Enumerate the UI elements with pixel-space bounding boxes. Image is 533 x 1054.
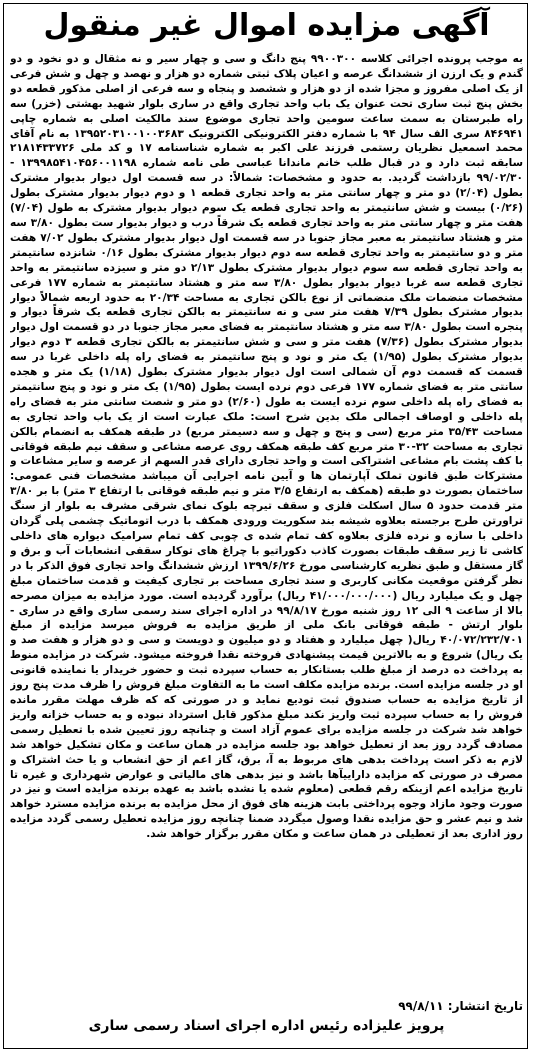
notice-body: به موجب پرونده اجرائی کلاسه ۹۹۰۰۳۰۰ پنج دانگ و سی و چهار سیر و نه مثقال و دو نخود و دو گندم و یک ارزن از ششدانگ عرصه و اعیان پلاک ثبتی شماره دو هزار و نهصد و چهل و شش فرعی از یک اصلی مفروز و مجزا شده از دو هزار و ششصد و پنجاه و سه فرعی از اصلی مذکور قطعه دو بخش پنج ثبت ساری تحت عنوان یک باب واحد تجاری واقع در ساری بلوار شهید بهشتی (خزر) سه راه طبرستان به سمت ساعت سومین واحد تجاری موضوع سند مالکیت اصلی به شماره چاپی ۸۴۶۹۴۱ سری الف سال ۹۴ با شماره دفتر الکترونیکی الکترونیک ۱۳۹۵۲۰۳۱۰۰۱۰۰۳۶۸۳ به نام آقای محمد اسمعیل نظریان رستمی فرزند علی اکبر به شماره شناسنامه ۱۷ و کد ملی ۲۱۸۱۴۳۳۷۲۶ سابقه ثبت دارد و در قبال طلب خانم ماندانا عباسی طی نامه شماره ۱۳۹۹۸۵۴۱۰۴۵۶۰۰۱۱۹۸ - ۹۹/۰۲/۳۰ بازداشت گردید. به حدود و مشخصات: شمالاً: در سه قسمت اول دیوار بدیوار مشترک بطول (۲/۰۴) دو متر و چهار سانتی متر به واحد تجاری قطعه ۱ و دوم دیوار بدیوار مشترک بطول (۰/۲۶) بیست و شش سانتیمتر به واحد تجاری قطعه یک سوم دیوار بدیوار مشترک به طول (۷/۰۴) هفت متر و چهار سانتی متر به واحد تجاری قطعه یک شرقاً درب و دیوار بدیوار ست بطول ۳/۸۰ سه متر و هشتاد سانتیمتر به معبر مجاز جنوبا در سه قسمت اول دیوار بدیوار مشترک بطول ۷/۰۲ هفت متر و دو سانتیمتر به واحد تجاری قطعه سه دوم دیوار بدیوار مشترک بطول ۰/۱۶ شانزده سانتیمتر به واحد تجاری قطعه سه سوم دیوار بدیوار مشترک بطول ۲/۱۳ دو متر و سیزده سانتیمتر به واحد تجاری قطعه سه غربا دیوار بدیوار بطول ۳/۸۰ سه متر و هشتاد سانتیمتر به شماره ۱۷۷ فرعی مشخصات منضمات ملک منضماتی از نوع بالکن تجاری به مساحت ۲۰/۳۴ به حدود اربعه شمالاً دیوار بدیوار مشترک بطول ۷/۳۹ هفت متر سی و نه سانتیمتر به بالکن تجاری قطعه یک شرقاً دیوار و پنجره است بطول ۳/۸۰ سه متر و هشتاد سانتیمتر به فضای معبر مجاز جنوبا در دو قسمت اول دیوار بدیوار مشترک بطول (۷/۳۶) هفت متر و سی و شش سانتیمتر به بالکن تجاری قطعه ۳ دوم دیوار بدیوار مشترک بطول (۱/۹۵) یک متر و نود و پنج سانتیمتر به فضای راه پله داخلی غربا در سه قسمت که قسمت دوم آن شمالی است اول دیوار بدیوار مشترک بطول (۱/۱۸) یک متر و هجده سانتی متر به فضای شماره ۱۷۷ فرعی دوم نرده ایست بطول (۱/۹۵) یک متر و نود و پنج سانتیمتر به فضای راه پله داخلی سوم نرده ایست به طول (۲/۶۰) دو متر و شصت سانتی متر به فضای راه پله داخلی و اوصاف اجمالی ملک بدین شرح است: ملک عبارت است از یک باب واحد تجاری به مساحت ۳۵/۴۳ متر مربع (سی و پنج و چهل و سه دسیمتر مربع) در طبقه همکف به انضمام بالکن تجاری به مساحت ۳۲-۳۰ متر مربع کف طبقه همکف روی عرصه مشاعی و سقف نیم طبقه فوقانی با کف پشت بام مشاعی اشتراکی است و واحد تجاری دارای قدر السهم از عرصه و سایر مشاعات و مشترکات طبق قانون تملک آپارتمان ها و آیین نامه اجرایی آن میباشد مشخصات فنی عمومی: ساختمان بصورت دو طبقه (همکف به ارتفاع ۳/۵ متر و نیم طبقه فوقانی با ارتفاع ۳ متر) با بر ۳/۸۰ متر قدمت حدود ۵ سال اسکلت فلزی و سقف تیرچه بلوک نمای شرقی مشرف به بلوار از سنگ تراورتن طرح برجسته بعلاوه شیشه بند سکوریت ورودی همکف با درب اتوماتیک چشمی پلی گردان داخلی با سازه و نرده فلزی بعلاوه کف تمام شده ی چوبی کف تمام سرامیک دیواره های داخلی کاشی تا زیر سقف طبقات بصورت کاذب دکوراتیو با چراغ های توکار سقفی انشعابات آب و برق و گاز مستقل و طبق نظریه کارشناسی مورخ ۱۳۹۹/۶/۲۶ ارزش ششدانگ واحد تجاری فوق الذکر با در نظر گرفتن موقعیت مکانی کاربری و سند تجاری مساحت بر تجاری کیفیت و قدمت ساختمان مبلغ چهل و یک میلیارد ریال (۴۱/۰۰۰/۰۰۰/۰۰۰ ریال) برآورد گردیده است. مورد مزایده به میزان مصرحه بالا از ساعت ۹ الی ۱۲ روز شنبه مورخ ۹۹/۸/۱۷ در اداره اجرای سند رسمی ساری واقع در ساری - بلوار ارتش - طبقه فوقانی بانک ملی از طریق مزایده به فروش میرسد مزایده از مبلغ ۴۰/۰۷۲/۲۳۲/۷۰۱ ریال( چهل میلیارد و هفتاد و دو میلیون و دویست و سی و دو هزار و هفت صد و یک ریال) شروع و به بالاترین قیمت پیشنهادی فروخته نقدا فروخته میشود. شرکت در مزایده منوط به پرداخت ده درصد از مبلغ طلب بستانکار به حساب سپرده ثبت و حضور خریدار یا نماینده قانونی او در جلسه مزایده است. برنده مزایده مکلف است ما به التفاوت مبلغ فروش را ظرف مدت پنج روز از تاریخ مزایده به حساب صندوق ثبت تودیع نماید و در صورتی که که ظرف مهلت مقرر مانده فروش را به حساب سپرده ثبت واریز نکند مبلغ مذکور قابل استرداد نبوده و به حساب خزانه واریز خواهد شد شرکت در جلسه مزایده برای عموم آزاد است و چنانچه روز تعیین شده با تعطیل رسمی مصادف گردد روز بعد از تعطیل خواهد بود جلسه مزایده در همان ساعت و مکان تشکیل خواهد شد لازم به ذکر است پرداخت بدهی های مربوط به آ، برق، گاز اعم از حق انشعاب و یا حث اشتراک و مصرف در صورتی که مزایده داراییآها باشد و نیز بدهی های مالیاتی و عوارض شهرداری و غیره تا تاریخ مزایده اعم ازینکه رقم قطعی (معلوم شده یا نشده باشد به عهده برنده مزایده است و نیز در صورت وجود مازاد وجوه پرداختی بابت هزینه های فوق از محل مزایده به برنده مزایده مسترد خواهد شد و نیم عشر و حق مزایده نقدا وصول میگردد ضمنا چنانچه روز مزایده تعطیل رسمی گردد مزایده روز اداری بعد از تعطیلی در همان ساعت و مکان مقرر برگزار خواهد شد. <box>10 53 523 841</box>
notice-title: آگهی مزایده اموال غیر منقول <box>43 8 490 43</box>
signature-line: پرویز علیزاده رئیس اداره اجرای اسناد رسمی ساری <box>88 1018 445 1034</box>
publication-date: تاریخ انتشار: ۹۹/۸/۱۱ <box>398 999 523 1013</box>
